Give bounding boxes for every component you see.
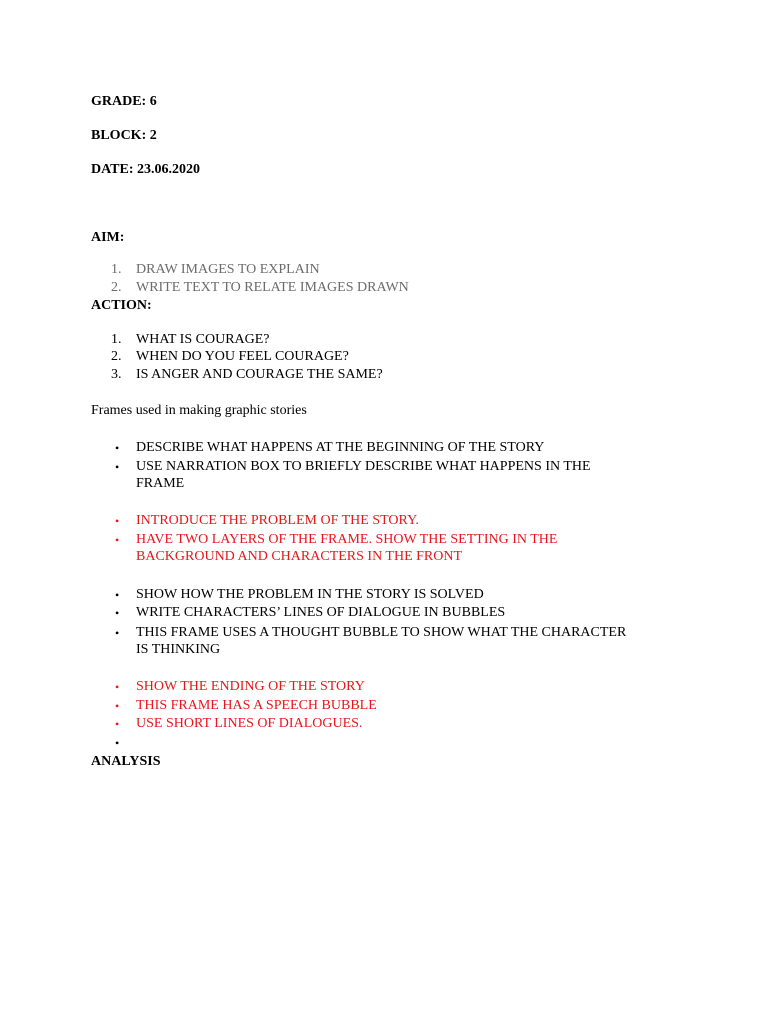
list-item: USE NARRATION BOX TO BRIEFLY DESCRIBE WHAT HAPPENS IN THE	[136, 459, 591, 474]
list-number: 1.	[111, 262, 122, 277]
list-item-continuation: BACKGROUND AND CHARACTERS IN THE FRONT	[136, 549, 463, 564]
list-item: INTRODUCE THE PROBLEM OF THE STORY.	[136, 513, 419, 528]
list-item-continuation: FRAME	[136, 476, 185, 491]
list-item: SHOW HOW THE PROBLEM IN THE STORY IS SOLVED	[136, 587, 484, 602]
list-item: IS ANGER AND COURAGE THE SAME?	[136, 367, 383, 382]
bullet-icon: •	[115, 533, 120, 547]
bullet-icon: •	[115, 736, 120, 750]
list-number: 2.	[111, 280, 122, 295]
grade-line: GRADE: 6	[91, 94, 157, 109]
list-item: THIS FRAME HAS A SPEECH BUBBLE	[136, 698, 377, 713]
list-number: 1.	[111, 332, 122, 347]
bullet-icon: •	[115, 514, 120, 528]
bullet-icon: •	[115, 680, 120, 694]
analysis-heading: ANALYSIS	[91, 754, 161, 769]
date-line: DATE: 23.06.2020	[91, 162, 201, 177]
list-item: SHOW THE ENDING OF THE STORY	[136, 679, 365, 694]
list-item: USE SHORT LINES OF DIALOGUES.	[136, 716, 363, 731]
bullet-icon: •	[115, 460, 120, 474]
list-item: THIS FRAME USES A THOUGHT BUBBLE TO SHOW WHAT THE CHARACTER	[136, 625, 627, 640]
action-heading: ACTION:	[91, 298, 152, 313]
block-line: BLOCK: 2	[91, 128, 157, 143]
list-item: WHEN DO YOU FEEL COURAGE?	[136, 349, 349, 364]
bullet-icon: •	[115, 717, 120, 731]
bullet-icon: •	[115, 441, 120, 455]
list-number: 2.	[111, 349, 122, 364]
list-item: HAVE TWO LAYERS OF THE FRAME. SHOW THE SETTING IN THE	[136, 532, 558, 547]
bullet-icon: •	[115, 588, 120, 602]
bullet-icon: •	[115, 606, 120, 620]
list-item-continuation: IS THINKING	[136, 642, 221, 657]
aim-heading: AIM:	[91, 230, 125, 245]
list-item: WRITE CHARACTERS’ LINES OF DIALOGUE IN BUBBLES	[136, 605, 506, 620]
bullet-icon: •	[115, 626, 120, 640]
list-item: DRAW IMAGES TO EXPLAIN	[136, 262, 320, 277]
list-number: 3.	[111, 367, 122, 382]
list-item: WRITE TEXT TO RELATE IMAGES DRAWN	[136, 280, 409, 295]
frames-intro: Frames used in making graphic stories	[91, 403, 307, 418]
list-item: WHAT IS COURAGE?	[136, 332, 270, 347]
list-item: DESCRIBE WHAT HAPPENS AT THE BEGINNING OF THE STORY	[136, 440, 545, 455]
bullet-icon: •	[115, 699, 120, 713]
